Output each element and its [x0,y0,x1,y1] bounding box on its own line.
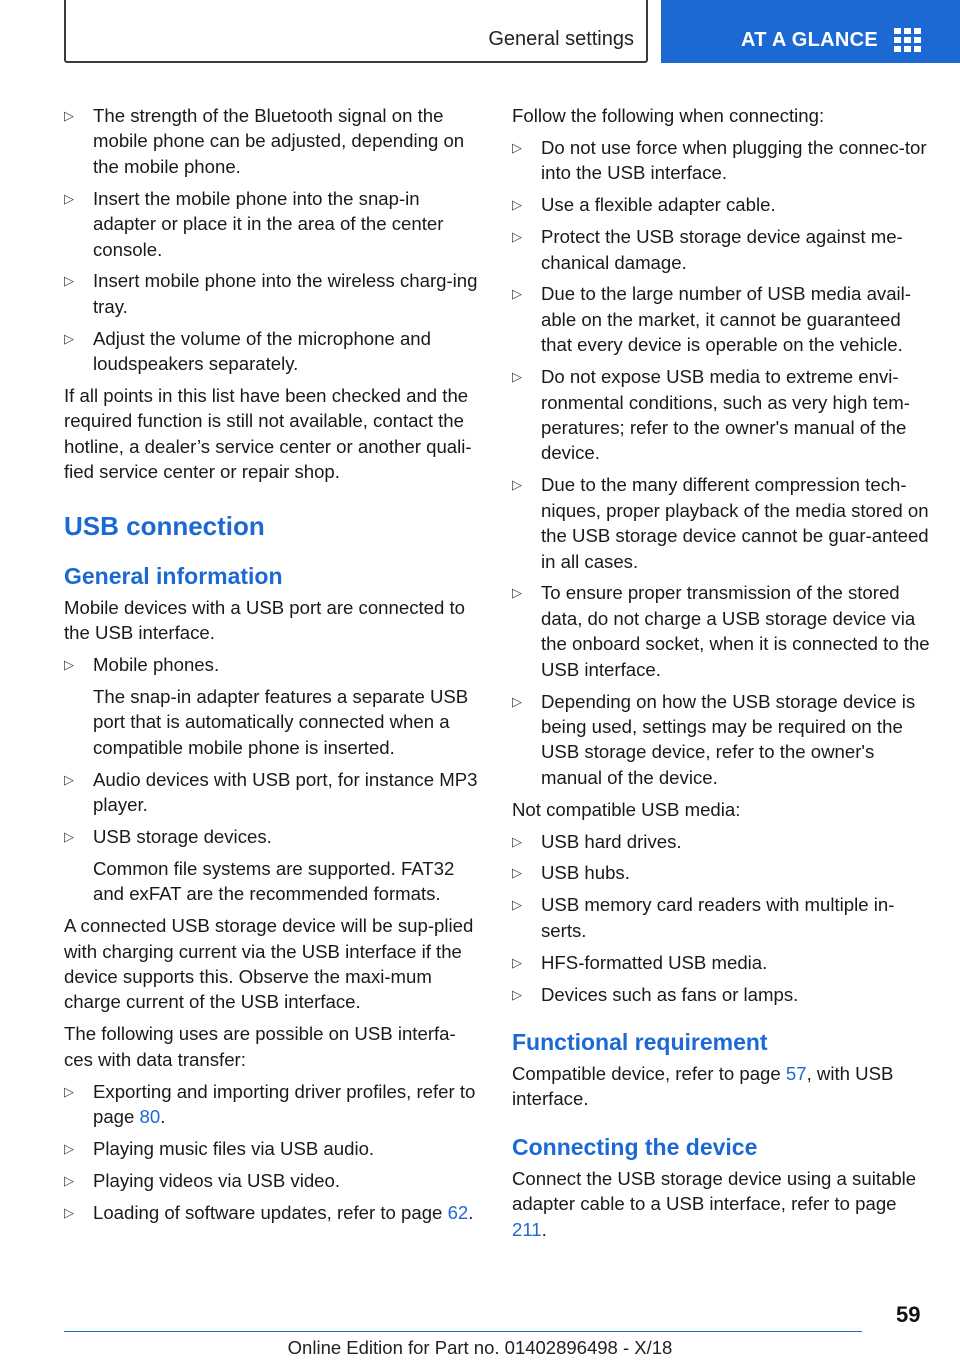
footer-edition: Online Edition for Part no. 01402896498 - X/18 [287,1337,673,1358]
list-item: ▷ To ensure proper transmission of the stored data, do not charge a USB storage device via the onboard socket, when it is connected to the USB interface. [512,582,930,680]
list-item: ▷ Due to the many different compression tech-niques, proper playback of the media stored on the USB storage device cannot be guar-anteed in all cases. [512,474,929,572]
bullet-triangle-icon: ▷ [64,1140,74,1156]
bullet-triangle-icon: ▷ [64,1083,74,1099]
right-column [512,103,930,1249]
bullet-triangle-icon: ▷ [64,190,74,206]
heading-functional-requirement: Functional requirement [512,1029,768,1055]
bullet-triangle-icon: ▷ [64,330,74,346]
page-link-62[interactable]: 62 [447,1201,469,1223]
footer-divider [64,1331,862,1332]
section-title: General settings [488,28,634,50]
heading-usb-connection: USB connection [64,510,265,541]
paragraph-charging: A connected USB storage device will be sup-plied with charging current via the USB interface if the device supports this. Observe the maxi-mum charge current of the USB interface. [64,915,474,1013]
list-item: ▷ Mobile phones. [64,652,480,677]
bullet-triangle-icon: ▷ [512,833,522,849]
page-link-80[interactable]: 80 [139,1106,161,1127]
list-item: ▷ USB hubs. [512,860,930,885]
list-item: ▷ USB memory card readers with multiple in-serts. [512,894,895,941]
paragraph-functional: Compatible device, refer to page 57, with USB interface. [512,1063,894,1110]
page-link-211[interactable]: 211 [512,1218,542,1240]
bullet-triangle-icon: ▷ [512,229,522,245]
list-item: ▷ Audio devices with USB port, for instance MP3 player. [64,768,478,816]
list-item: ▷ Adjust the volume of the microphone and loudspeakers separately. [64,327,431,375]
bullet-triangle-icon: ▷ [64,771,74,787]
list-item-detail: The snap-in adapter features a separate USB port that is automatically connected when a compatible mobile phone is inserted. [93,685,469,758]
section-header-tab [64,0,648,63]
bullet-triangle-icon: ▷ [64,1204,74,1220]
list-item: ▷ Playing videos via USB video. [64,1168,480,1193]
bullet-triangle-icon: ▷ [64,828,74,844]
grid-icon[interactable] [894,28,922,52]
bullet-triangle-icon: ▷ [64,657,74,672]
page-number: 59 [896,1302,921,1327]
paragraph-checked: If all points in this list have been checked and the required function is still not available, contact the hotline, a dealer’s service center or another quali-fied service center or repair shop. [64,385,472,483]
bullet-triangle-icon: ▷ [512,197,522,213]
list-item: ▷ Protect the USB storage device against me-chanical damage. [512,226,903,273]
heading-connecting-the-device: Connecting the device [512,1133,758,1160]
paragraph-not-compatible: Not compatible USB media: [512,798,741,820]
list-item: ▷ HFS-formatted USB media. [512,950,930,975]
bullet-triangle-icon: ▷ [512,139,522,155]
list-item: ▷ Loading of software updates, refer to page 62. [64,1200,480,1225]
list-item-detail: Common file systems are supported. FAT32 and exFAT are the recommended formats. [93,857,455,905]
bullet-triangle-icon: ▷ [512,477,522,493]
list-item: ▷ Depending on how the USB storage device is being used, settings may be required on the USB storage device, refer to the owner's manual of the device. [512,690,916,788]
bullet-triangle-icon: ▷ [512,693,522,709]
bullet-triangle-icon: ▷ [64,108,74,123]
list-item: ▷ Do not expose USB media to extreme envi-ronmental conditions, such as very high tem-peratures; refer to the owner's manual of the device. [512,366,910,464]
chapter-title[interactable]: AT A GLANCE [741,29,878,51]
list-item: ▷ Do not use force when plugging the connec-tor into the USB interface. [512,136,927,184]
heading-general-information: General information [64,562,283,589]
bullet-triangle-icon: ▷ [512,865,522,881]
paragraph-uses: The following uses are possible on USB interfa-ces with data transfer: [64,1023,456,1070]
list-item: ▷ Exporting and importing driver profiles, refer to page 80. [64,1080,476,1127]
bullet-triangle-icon: ▷ [512,286,522,302]
bullet-triangle-icon: ▷ [512,897,522,913]
paragraph-connecting: Connect the USB storage device using a suitable adapter cable to a USB interface, refer to page 211. [512,1167,917,1240]
chapter-header[interactable] [661,0,960,63]
list-item: ▷ Devices such as fans or lamps. [512,982,930,1007]
bullet-triangle-icon: ▷ [64,1172,74,1188]
bullet-triangle-icon: ▷ [512,585,522,601]
bullet-triangle-icon: ▷ [64,273,74,289]
bullet-triangle-icon: ▷ [512,954,522,970]
list-item: ▷ USB storage devices. [64,824,480,849]
list-item: ▷ Use a flexible adapter cable. [512,192,930,217]
list-item: ▷ Insert mobile phone into the wireless charg-ing tray. [64,270,478,317]
list-item: ▷ USB hard drives. [512,829,930,854]
list-item: ▷ Due to the large number of USB media avail-able on the market, it cannot be guaranteed that every device is operable on the vehicle. [512,283,911,356]
list-item: ▷ Playing music files via USB audio. [64,1136,480,1161]
bullet-triangle-icon: ▷ [512,369,522,385]
bullet-triangle-icon: ▷ [512,986,522,1002]
page-link-57[interactable]: 57 [785,1063,807,1084]
list-item: ▷ Insert the mobile phone into the snap-in adapter or place it in the area of the center console. [64,187,444,260]
left-column [64,103,480,1232]
paragraph-follow: Follow the following when connecting: [512,105,825,126]
paragraph-mobile-devices: Mobile devices with a USB port are connected to the USB interface. [64,596,466,644]
list-item: ▷ The strength of the Bluetooth signal on the mobile phone can be adjusted, depending on the mobile phone. [64,105,465,177]
